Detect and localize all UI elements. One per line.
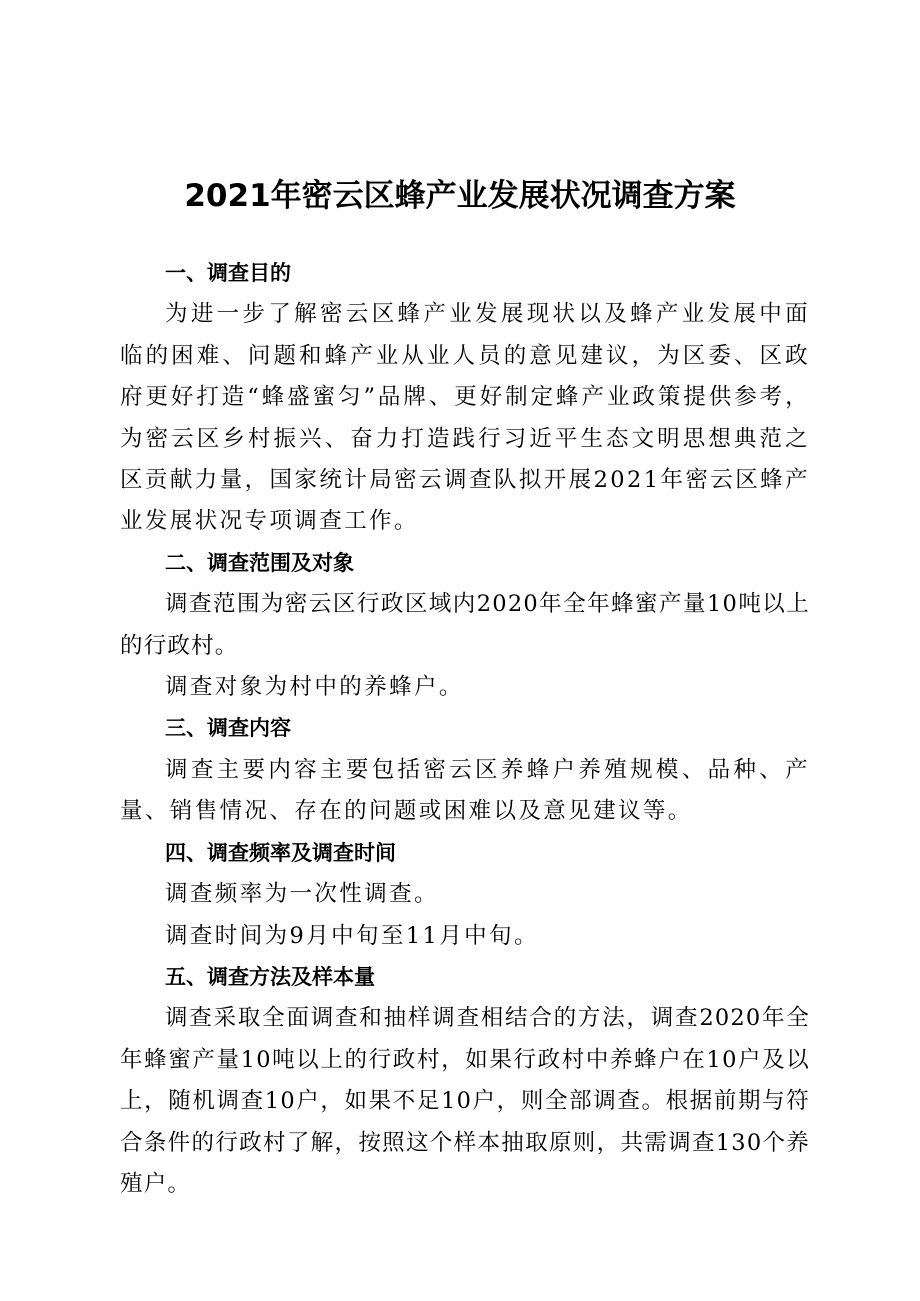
section-heading: 三、调查内容 bbox=[165, 716, 291, 741]
section-heading: 二、调查范围及对象 bbox=[165, 550, 354, 575]
section-heading: 一、调查目的 bbox=[165, 261, 291, 285]
section-content bbox=[120, 708, 810, 832]
paragraph: 调查范围为密云区行政区域内2020年全年蜂蜜产量10吨以上的行政村。 bbox=[120, 591, 810, 659]
section-frequency bbox=[120, 833, 810, 957]
document-title: 2021年密云区蜂产业发展状况调查方案 bbox=[184, 178, 736, 214]
paragraph: 为进一步了解密云区蜂产业发展现状以及蜂产业发展中面临的困难、问题和蜂产业从业人员的意见建议，为区委、区政府更好打造“蜂盛蜜匀”品牌、更好制定蜂产业政策提供参考，为密云区乡村振兴、奋力打造践行习近平生态文明思想典范之区贡献力量，国家统计局密云调查队拟开展2021年密云区蜂产业发展状况专项调查工作。 bbox=[120, 301, 810, 535]
section-purpose bbox=[120, 253, 810, 543]
paragraph: 调查采取全面调查和抽样调查相结合的方法，调查2020年全年蜂蜜产量10吨以上的行政村，如果行政村中养蜂户在10户及以上，随机调查10户，如果不足10户，则全部调查。根据前期与符合条件的行政村了解，按照这个样本抽取原则，共需调查130个养殖户。 bbox=[120, 1005, 810, 1197]
section-method bbox=[120, 957, 810, 1205]
section-heading: 四、调查频率及调查时间 bbox=[165, 840, 396, 865]
paragraph: 调查主要内容主要包括密云区养蜂户养殖规模、品种、产量、销售情况、存在的问题或困难以及意见建议等。 bbox=[120, 756, 810, 825]
paragraph: 调查时间为9月中旬至11月中旬。 bbox=[165, 922, 539, 949]
paragraph: 调查频率为一次性调查。 bbox=[165, 881, 439, 908]
section-heading: 五、调查方法及样本量 bbox=[165, 964, 375, 989]
section-scope bbox=[120, 543, 810, 709]
paragraph: 调查对象为村中的养蜂户。 bbox=[165, 674, 464, 701]
document-body bbox=[120, 253, 810, 1205]
